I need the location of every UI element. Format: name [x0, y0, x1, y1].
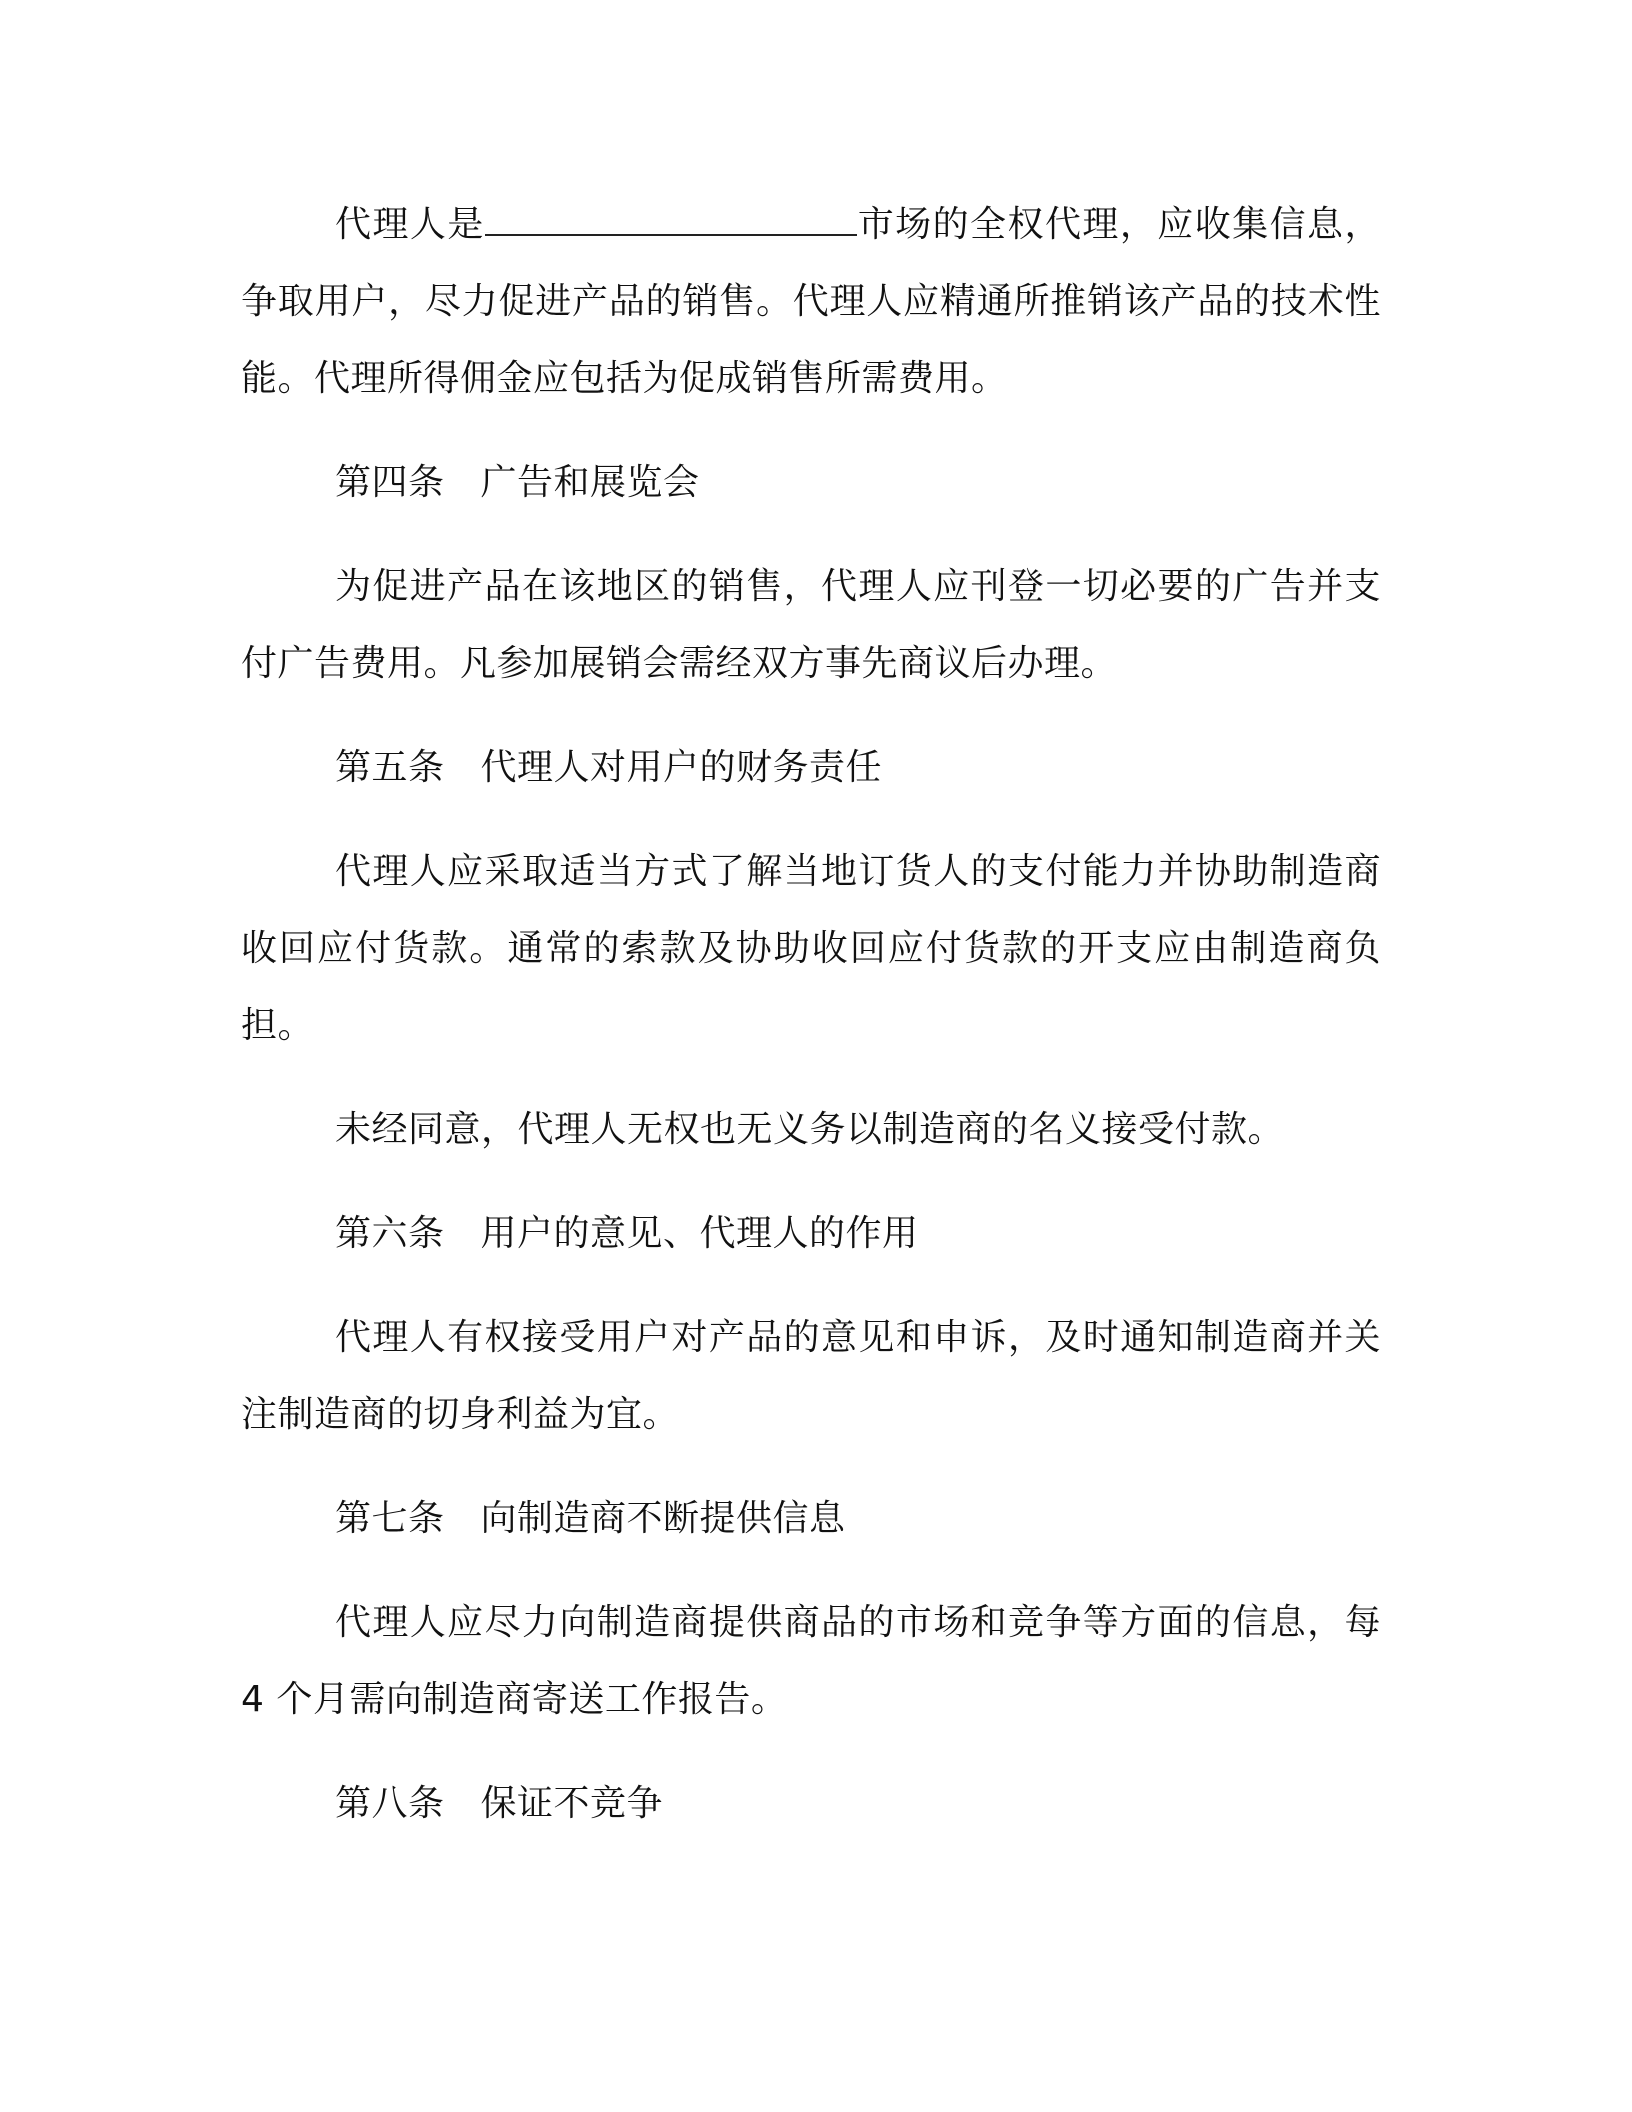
fill-in-blank-line — [485, 204, 857, 236]
section-heading-8 — [241, 1765, 1381, 1842]
section-title-7: 向制造商不断提供信息 — [480, 1498, 846, 1539]
section-title-8: 保证不竞争 — [480, 1783, 664, 1824]
section-number-6: 第六条 — [335, 1213, 445, 1254]
paragraph-text-before-blank: 代理人是 — [335, 204, 485, 245]
section-number-4: 第四条 — [335, 462, 445, 503]
section-heading-6 — [241, 1195, 1381, 1272]
section-heading-5 — [241, 729, 1381, 806]
section-number-8: 第八条 — [335, 1783, 445, 1824]
paragraph-financial-duty: 代理人应采取适当方式了解当地订货人的支付能力并协助制造商收回应付货款。通常的索款及协助收回应付货款的开支应由制造商负担。 — [241, 851, 1381, 1046]
section-number-7: 第七条 — [335, 1498, 445, 1539]
paragraph-information-supply: 代理人应尽力向制造商提供商品的市场和竞争等方面的信息，每 4 个月需向制造商寄送工作报告。 — [241, 1602, 1381, 1720]
section-heading-4 — [241, 444, 1381, 521]
section-title-6: 用户的意见、代理人的作用 — [480, 1213, 919, 1254]
paragraph-text-after-blank: 市场的全权代理，应收集信息，争取用户，尽力促进产品的销售。代理人应精通所推销该产品的技术性能。代理所得佣金应包括为促成销售所需费用。 — [241, 204, 1381, 399]
section-title-5: 代理人对用户的财务责任 — [480, 747, 883, 788]
paragraph-user-feedback: 代理人有权接受用户对产品的意见和申诉，及时通知制造商并关注制造商的切身利益为宜。 — [241, 1317, 1381, 1435]
document-body — [241, 186, 1381, 1842]
section-title-4: 广告和展览会 — [480, 462, 700, 503]
section-heading-7 — [241, 1480, 1381, 1557]
paragraph-advertising: 为促进产品在该地区的销售，代理人应刊登一切必要的广告并支付广告费用。凡参加展销会需经双方事先商议后办理。 — [241, 566, 1381, 684]
paragraph-agent-authority — [241, 186, 1381, 417]
paragraph-payment-acceptance: 未经同意，代理人无权也无义务以制造商的名义接受付款。 — [335, 1109, 1285, 1150]
section-number-5: 第五条 — [335, 747, 445, 788]
